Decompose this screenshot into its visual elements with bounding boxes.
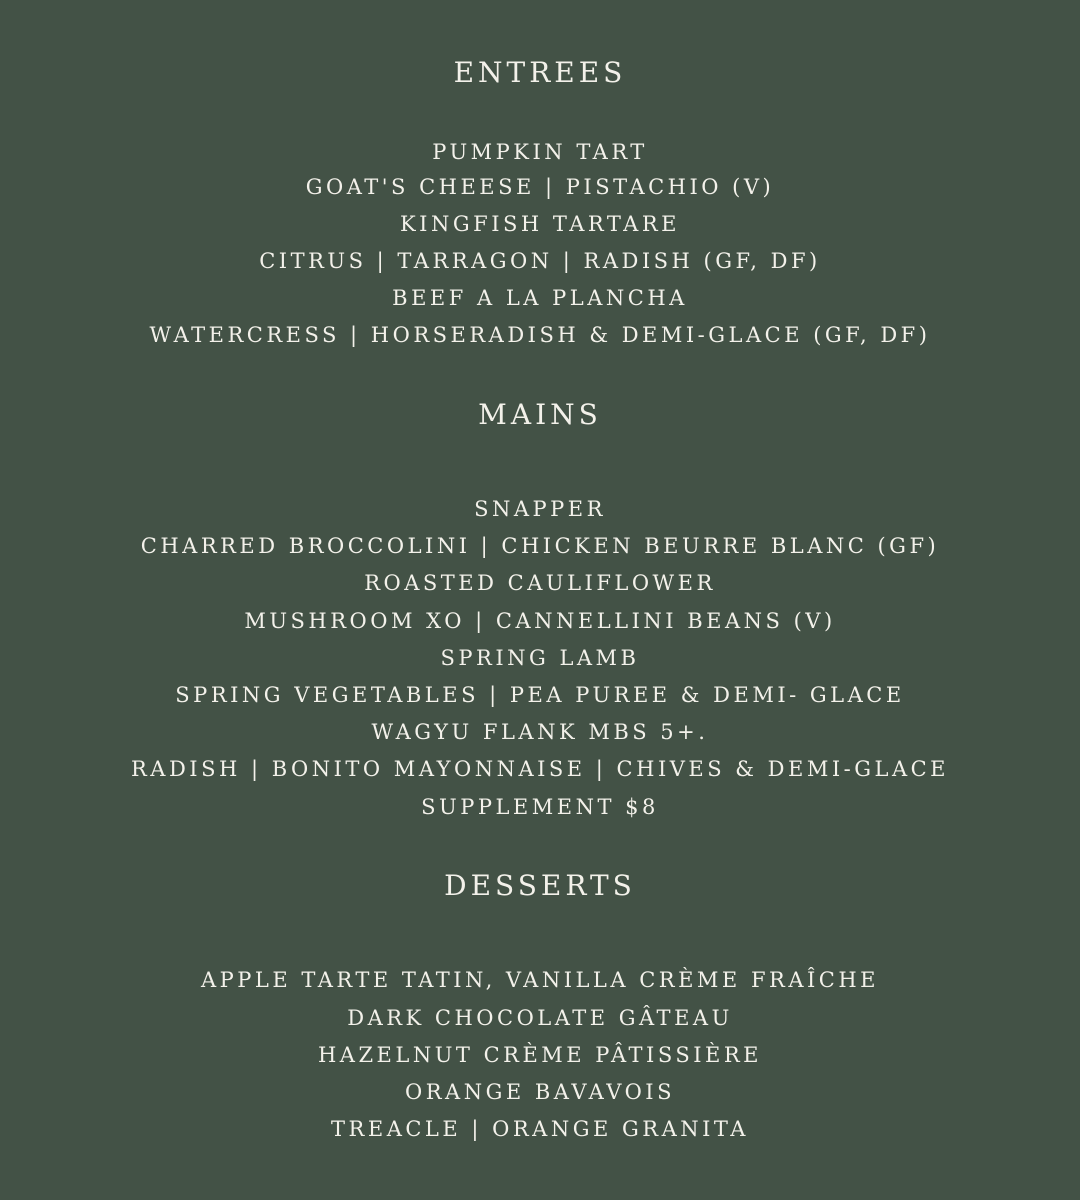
menu-line: MUSHROOM XO | CANNELLINI BEANS (V) xyxy=(244,609,836,633)
menu-line: WAGYU FLANK MBS 5+. xyxy=(371,720,709,744)
section-heading-desserts: DESSERTS xyxy=(444,869,636,902)
menu-line: CHARRED BROCCOLINI | CHICKEN BEURRE BLANC (GF) xyxy=(140,534,940,558)
menu-line: APPLE TARTE TATIN, VANILLA CRÈME FRAÎCHE xyxy=(201,968,879,992)
menu-line: BEEF A LA PLANCHA xyxy=(392,286,688,310)
menu-line: SUPPLEMENT $8 xyxy=(421,795,659,819)
menu-line: PUMPKIN TART xyxy=(432,140,648,164)
menu-line: KINGFISH TARTARE xyxy=(399,212,680,236)
menu-line: WATERCRESS | HORSERADISH & DEMI-GLACE (GF, DF) xyxy=(149,323,931,347)
menu-line: RADISH | BONITO MAYONNAISE | CHIVES & DEMI-GLACE xyxy=(130,757,950,781)
menu-line: ROASTED CAULIFLOWER xyxy=(364,571,716,595)
menu-line: DARK CHOCOLATE GÂTEAU xyxy=(347,1006,733,1030)
menu-line: ORANGE BAVAVOIS xyxy=(405,1080,675,1104)
section-heading-mains: MAINS xyxy=(478,398,602,431)
menu-line: GOAT'S CHEESE | PISTACHIO (V) xyxy=(305,175,775,199)
menu-line: CITRUS | TARRAGON | RADISH (GF, DF) xyxy=(259,249,821,273)
menu-line: SPRING VEGETABLES | PEA PUREE & DEMI- GLACE xyxy=(175,683,905,707)
menu-line: SPRING LAMB xyxy=(440,646,640,670)
section-heading-entrees: ENTREES xyxy=(453,56,627,89)
menu-line: TREACLE | ORANGE GRANITA xyxy=(331,1117,749,1141)
menu-line: HAZELNUT CRÈME PÂTISSIÈRE xyxy=(317,1043,762,1067)
menu-line: SNAPPER xyxy=(474,497,606,521)
